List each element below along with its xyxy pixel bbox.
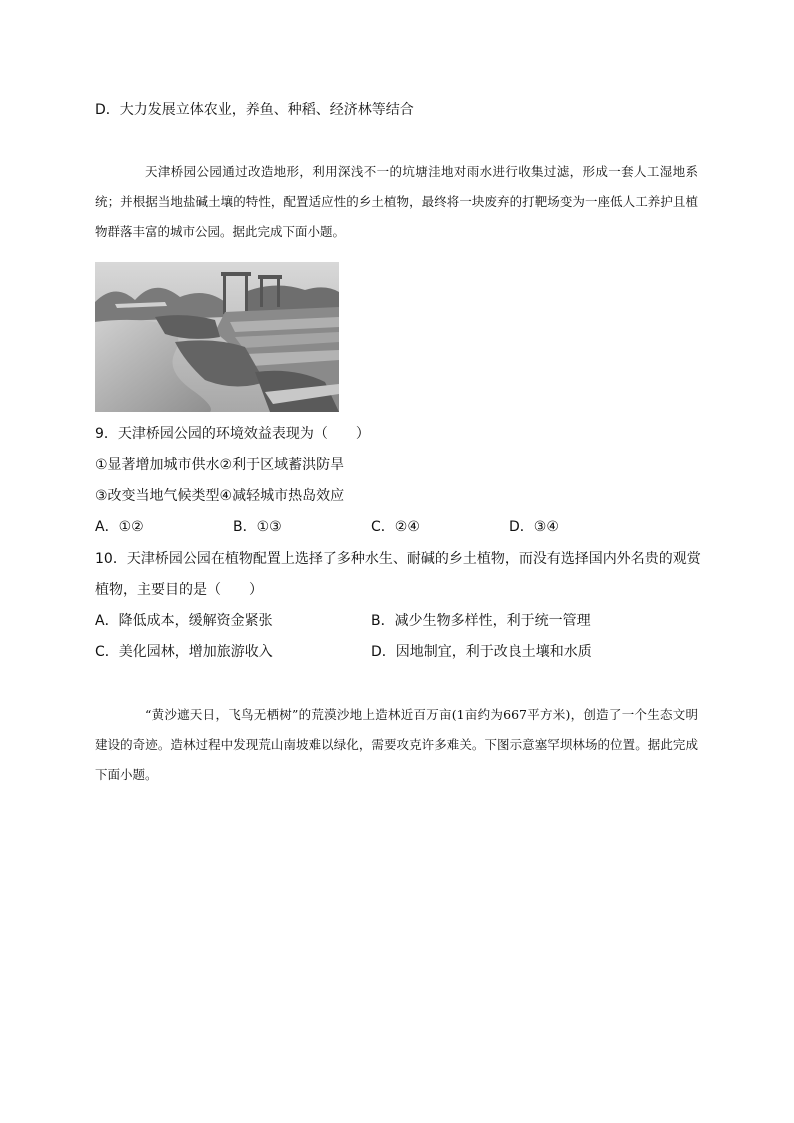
- q9-option-c[interactable]: C．②④: [371, 519, 420, 535]
- q9-statement-1: ①显著增加城市供水②利于区域蓄洪防旱: [95, 457, 345, 473]
- passage-saihanba: [95, 700, 698, 790]
- q9-option-a[interactable]: A．①②: [95, 519, 144, 535]
- q9-option-b[interactable]: B．①③: [233, 519, 282, 535]
- passage-tianjin-park-text: 天津桥园公园通过改造地形，利用深浅不一的坑塘洼地对雨水进行收集过滤，形成一套人工湿地系统；并根据当地盐碱土壤的特性，配置适应性的乡土植物，最终将一块废弃的打靶场变为一座低人工养护且植物群落丰富的城市公园。据此完成下面小题。: [95, 164, 698, 239]
- q10-stem-line-2: 植物，主要目的是（ ）: [95, 582, 263, 598]
- q10-option-c[interactable]: C．美化园林，增加旅游收入: [95, 644, 273, 660]
- q10-option-a[interactable]: A．降低成本，缓解资金紧张: [95, 613, 273, 629]
- passage-saihanba-text: “黄沙遮天日，飞鸟无栖树”的荒漠沙地上造林近百万亩(1亩约为667平方米)，创造了一个生态文明建设的奇迹。造林过程中发现荒山南坡难以绿化，需要攻克许多难关。下图示意塞罕坝林场的位置。据此完成下面小题。: [95, 707, 698, 782]
- q9-option-d[interactable]: D．③④: [509, 519, 559, 535]
- q10-option-b[interactable]: B．减少生物多样性，利于统一管理: [371, 613, 591, 629]
- wetland-park-photo: [95, 262, 339, 412]
- q10-stem-line-1: 10．天津桥园公园在植物配置上选择了多种水生、耐碱的乡土植物，而没有选择国内外名贵的观赏: [95, 551, 701, 567]
- passage-tianjin-park: [95, 157, 698, 247]
- q9-statement-2: ③改变当地气候类型④减轻城市热岛效应: [95, 488, 345, 504]
- q10-option-d[interactable]: D．因地制宜，利于改良土壤和水质: [371, 644, 592, 660]
- q9-stem: 9．天津桥园公园的环境效益表现为（ ）: [95, 426, 370, 442]
- q8-option-d: D．大力发展立体农业，养鱼、种稻、经济林等结合: [95, 102, 414, 118]
